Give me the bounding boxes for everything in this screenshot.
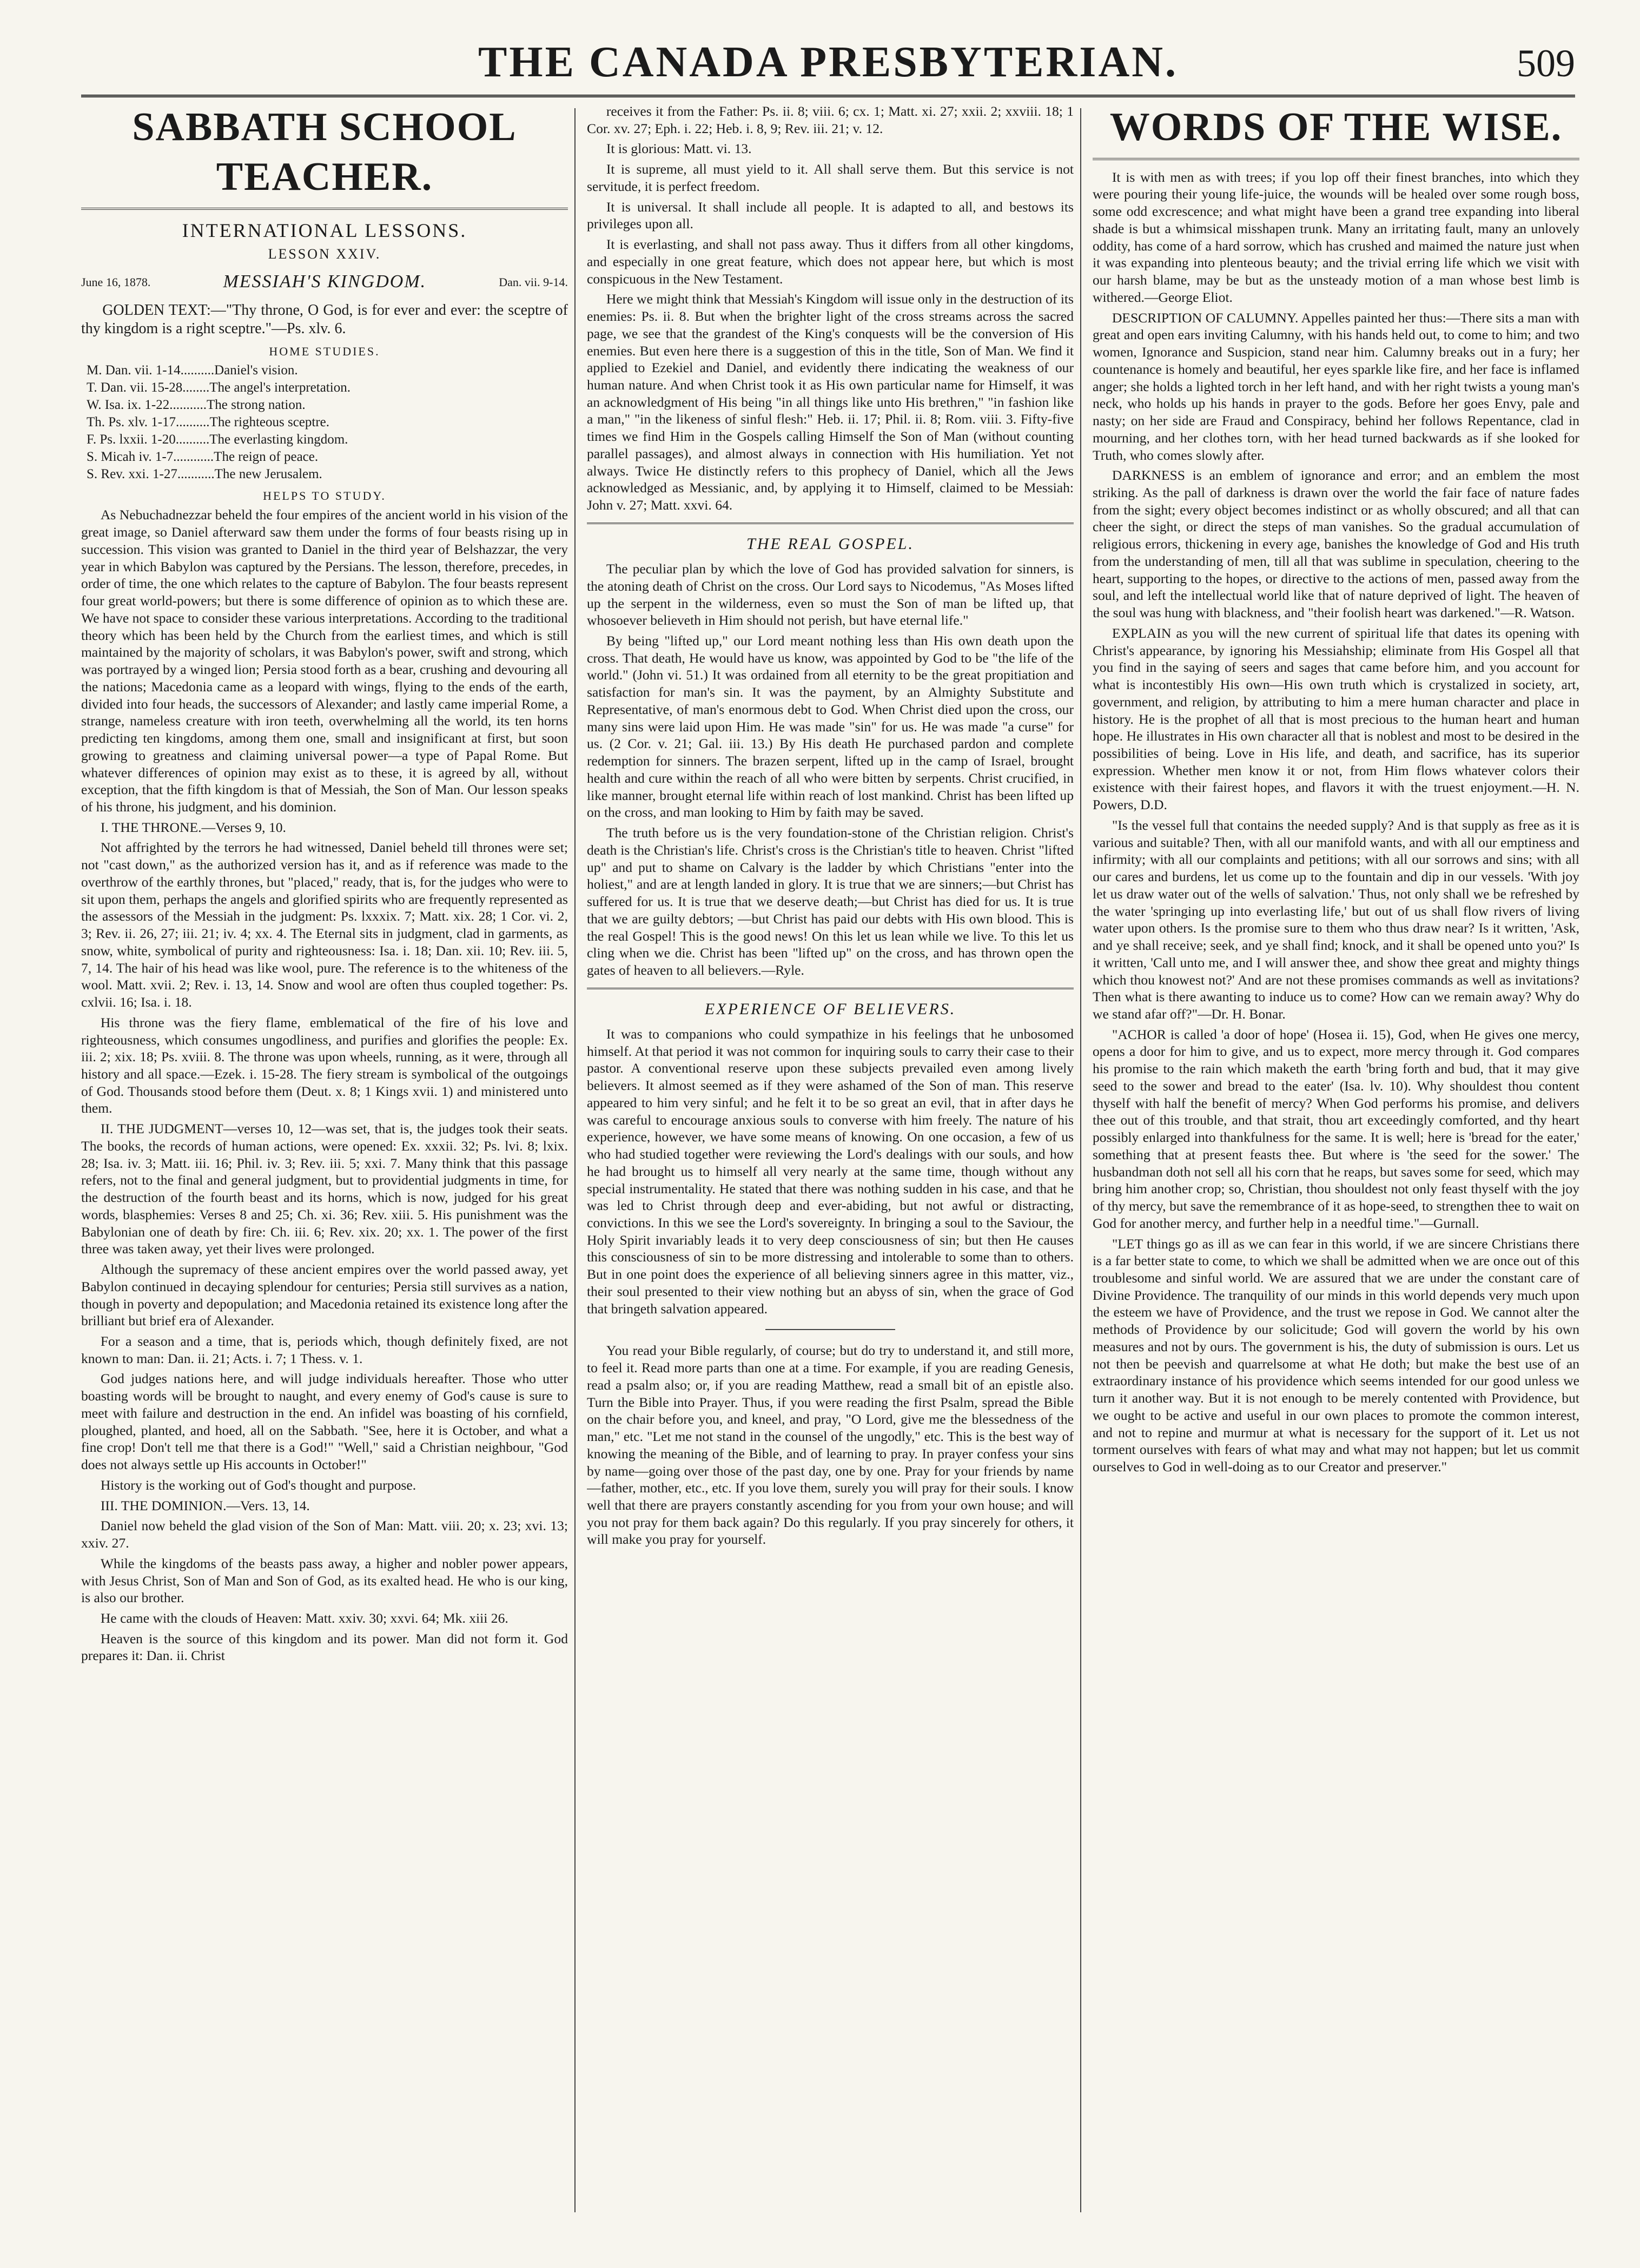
page-number: 509 bbox=[1517, 42, 1575, 85]
lesson-heading bbox=[81, 270, 568, 293]
home-studies-heading: HOME STUDIES. bbox=[269, 344, 380, 358]
golden-text: GOLDEN TEXT:—"Thy throne, O God, is for ever and ever: the sceptre of thy kingdom is a right sceptre."—Ps. xlv. 6. bbox=[81, 301, 568, 338]
paragraph: By being "lifted up," our Lord meant nothing less than His own death upon the cross. That death, He would have us know, was appointed by God to be "the life of the world." (John vi. 51.) It was ordained from all eternity to be the great propitiation and satisfaction for man's sin. It was the payment, by an Almighty Substitute and Representative, of man's enormous debt to God. When Christ died upon the cross, our many sins were laid upon Him. He was made "sin" for us. He was made "a curse" for us. (2 Cor. v. 21; Gal. iii. 13.) By His death He purchased pardon and complete redemption for sinners. The brazen serpent, lifted up in the camp of Israel, brought health and cure within the reach of all who were bitten by serpents. Christ crucified, in like manner, brought eternal life within reach of lost mankind. Christ has been lifted up on the cross, and man looking to Him by faith may be saved. bbox=[587, 633, 1074, 821]
section-banner: WORDS OF THE WISE. bbox=[1093, 103, 1579, 160]
reading-item: S. Rev. xxi. 1-27...........The new Jerusalem. bbox=[87, 467, 322, 482]
paragraph: It is universal. It shall include all people. It is adapted to all, and bestows its privileges upon all. bbox=[587, 199, 1074, 232]
paragraph: It is with men as with trees; if you lop off their finest branches, into which they were pouring their young life-juice, the wounds will be healed over some rough boss, some odd excrescence; and what might have been a grand tree expanding into liberal shade is but a whimsical misshapen trunk. Many an irritating fault, many an unlovely oddity, has come of a hard sorrow, which has crushed and maimed the nature just when it was expanding into plenteous beauty; and the trivial erring life which we visit with our harsh blame, may be but as the unsteady motion of a man whose best limb is withered.—George Eliot. bbox=[1093, 169, 1579, 305]
paragraph: The peculiar plan by which the love of God has provided salvation for sinners, is the atoning death of Christ on the cross. Our Lord says to Nicodemus, "As Moses lifted up the serpent in the wilderness, even so must the Son of man be lifted up, that whosoever believeth in Him should not perish, but have eternal life." bbox=[587, 561, 1074, 629]
quotes-body bbox=[1093, 169, 1579, 1476]
paragraph: EXPLAIN as you will the new current of spiritual life that dates its opening with Christ's appearance, by ignoring his Messiahship; eliminate from His Gospel all that you find in the saying of seers and sages that came before him, and you account for what is incontestibly His own—His own truth which is crystalized in society, art, government, and religion, by attributing to him a mere human character and place in history. He is the prophet of all that is most precious to the human heart and human hope. He illustrates in His own character all that is noblest and most to be desired in the possibilities of being. Love in His life, and death, and sacrifice, has its superior expression. Whether men know it or not, from Him flows whatever colors their existence with their fairest hopes, and flavors it with the truest enjoyment.—H. N. Powers, D.D. bbox=[1093, 625, 1579, 813]
page-header bbox=[81, 38, 1575, 87]
lesson-continued bbox=[587, 103, 1074, 514]
paragraph: It is supreme, all must yield to it. All shall serve them. But this service is not servitude, it is perfect freedom. bbox=[587, 161, 1074, 194]
column-divider bbox=[1080, 108, 1081, 2212]
paragraph: Not affrighted by the terrors he had witnessed, Daniel beheld till thrones were set; not "cast down," as the authorized version has it, and as if reference was made to the overthrow of the earthly thrones, but "placed," ready, that is, for the judges who were to sit upon them, perhaps the angels and glorified spirits who are frequently represented as the assessors of the Messiah in the judgment: Ps. lxxxix. 7; Matt. xix. 28; 1 Cor. vi. 2, 3; Rev. ii. 26, 27; iii. 21; iv. 4; xx. 4. The Eternal sits in judgment, clad in garments, as snow, white, symbolical of purity and righteousness: Isa. i. 18; Dan. xii. 10; Rev. iii. 5, 7, 14. The hair of his head was like wool, pure. The reference is to the whiteness of the wool. Matt. xvii. 2; Rev. i. 13, 14. Snow and wool are often thus coupled together: Ps. cxlvii. 16; Isa. i. 18. bbox=[81, 839, 568, 1010]
paragraph: It is glorious: Matt. vi. 13. bbox=[606, 141, 752, 157]
lesson-number: LESSON XXIV. bbox=[268, 246, 381, 262]
section-banner: SABBATH SCHOOL TEACHER. bbox=[81, 103, 568, 210]
paragraph: Although the supremacy of these ancient empires over the world passed away, yet Babylon continued in decaying splendour for centuries; Persia still survives as a nation, though in poverty and depopulation; and Macedonia retained its existence long after the brilliant but brief era of Alexander. bbox=[81, 1261, 568, 1329]
paragraph: Heaven is the source of this kingdom and its power. Man did not form it. God prepares it: Dan. ii. Christ bbox=[81, 1630, 568, 1664]
article-body bbox=[587, 1342, 1074, 1548]
paragraph: "Is the vessel full that contains the needed supply? And is that supply as free as it is various and suitable? Then, with all our manifold wants, and with all our emptiness and infirmity; with all our complaints and petitions; with all our sorrows and sins; with all our cares and burdens, let us come up to the fountain and dip in our vessels. 'With joy let us draw water out of the wells of salvation.' Thus, not only shall we be refreshed by the water 'springing up into everlasting life,' but out of us shall flow rivers of living water upon others. Is the promise sure to them who thus draw near? Is it written, 'Ask, and ye shall receive; seek, and ye shall find; knock, and it shall be opened unto you?' Is it written, 'Call unto me, and I will answer thee, and show thee great and mighty things which thou knowest not?' And are not these promises commands as well as invitations? Then what is there awanting to induce us to come? How can we remain away? Why do we stand afar off?"—Dr. H. Bonar. bbox=[1093, 817, 1579, 1022]
article-body bbox=[587, 1026, 1074, 1317]
paragraph: For a season and a time, that is, periods which, though definitely fixed, are not known to man: Dan. ii. 21; Acts. i. 7; 1 Thess. v. 1. bbox=[81, 1333, 568, 1366]
paragraph: Here we might think that Messiah's Kingdom will issue only in the destruction of its enemies: Ps. ii. 8. But when the brighter light of the cross streams across the sacred page, we see that the grandest of the King's conquests will be the conversion of His enemies. But even here there is a suggestion of this in the title, Son of Man. We find it applied to Ezekiel and Daniel, and evidently there indicating the weakness of our human nature. And when Christ took it as His own particular name for Himself, it was an acknowledgment of His being "in all things like unto His brethren," "in fashion like a man," "in the likeness of sinful flesh:" Heb. ii. 17; Phil. ii. 8; Rom. viii. 3. Fifty-five times we find Him in the Gospels calling Himself the Son of Man (without counting parallel passages), and almost always in connection with His humiliation. Yet not always. Twice He distinctly refers to this prophecy of Daniel, which all the Jews acknowledged as Messianic, and, by applying it to Himself, claimed to be Messiah: John v. 27; Matt. xxvi. 64. bbox=[587, 291, 1074, 513]
article-separator bbox=[765, 1329, 895, 1330]
paragraph: History is the working out of God's thought and purpose. bbox=[100, 1477, 416, 1493]
paragraph: You read your Bible regularly, of course; but do try to understand it, and still more, to feel it. Read more parts than one at a time. For example, if you are reading Genesis, read a psalm also; or, if you are reading Matthew, read a small bit of an epistle also. Turn the Bible into Prayer. Thus, if you were reading the first Psalm, spread the Bible on the chair before you, and kneel, and pray, "O Lord, give me the blessedness of the man," etc. "Let me not stand in the counsel of the ungodly," etc. This is the best way of knowing the meaning of the Bible, and of learning to pray. In prayer confess your sins by name—going over those of the past day, one by one. Pray for your friends by name—father, mother, etc., etc. If you love them, surely you will pray for their souls. I know well that there are prayers constantly ascending for you from your own house; and will you not pray for them back again? Do this regularly. If you pray sincerely for others, it will make you pray for yourself. bbox=[587, 1343, 1074, 1548]
paragraph: God judges nations here, and will judge individuals hereafter. Those who utter boasting words will be brought to naught, and every enemy of God's cause is sure to meet with failure and destruction in the end. An infidel was boasting of his cornfield, ploughed, planted, and hoed, all on the Sabbath. "See, here it is October, and what a fine crop! Don't tell me that there is a God!" "Well," said a Christian neighbour, "God does not always settle up His accounts in October!" bbox=[81, 1371, 568, 1473]
column-words-of-the-wise bbox=[1093, 103, 1579, 2212]
paragraph: The truth before us is the very foundation-stone of the Christian religion. Christ's death is the Christian's life. Christ's cross is the Christian's title to heaven. Christ "lifted up" and put to shame on Calvary is the ladder by which Christians "enter into the holiest," and are at length landed in glory. It is true that we are sinners;—but Christ has suffered for us. It is true that we deserve death;—but Christ has died for us. It is true that we are guilty debtors; —but Christ has paid our debts with His own blood. This is the real Gospel! This is the good news! On this let us lean while we live. To this let us cling when we die. Christ has been "lifted up" on the cross, and has thrown open the gates of heaven to all believers.—Ryle. bbox=[587, 825, 1074, 978]
paragraph: He came with the clouds of Heaven: Matt. xxiv. 30; xxvi. 64; Mk. xiii 26. bbox=[100, 1610, 508, 1626]
paragraph: It was to companions who could sympathize in his feelings that he unbosomed himself. At that period it was not common for inquiring souls to carry their case to their pastor. A conventional reserve upon these subjects prevailed even among lively believers. It almost seemed as if they were ashamed of the Son of man. This reserve appeared to him very sinful; and he felt it to be so great an evil, that in after days he was careful to encourage anxious souls to converse with him freely. The nature of his experience, however, we have some means of knowing. On one occasion, a few of us who had studied together were reviewing the Lord's dealings with our souls, and how he had brought us to himself all very nearly at the same time, though without any special instrumentality. He stated that there was nothing sudden in his case, and that he was led to Christ through deep and ever-abiding, but not awful or distracting, convictions. In this we see the Lord's sovereignty. In bringing a soul to the Saviour, the Holy Spirit invariably leads it to very deep consciousness of sin; but then He causes this consciousness of sin to be more distressing and intolerable to some than to others. But in one point does the experience of all believing sinners agree in this matter, viz., their soul presented to their view nothing but an abyss of sin, when the grace of God that bringeth salvation appeared. bbox=[587, 1026, 1074, 1317]
paragraph: As Nebuchadnezzar beheld the four empires of the ancient world in his vision of the great image, so Daniel afterward saw them under the forms of four beasts rising up in succession. This vision was granted to Daniel in the third year of Belshazzar, the very year in which Babylon was captured by the Persians. The lesson, therefore, precedes, in order of time, the one which relates to the capture of Babylon. The four beasts represent four great world-powers; but there is some difference of opinion as to which these are. We have not space to consider these various interpretations. According to the traditional theory which has been held by the Church from the earliest times, and which is still maintained by the majority of scholars, it was Babylon's power, swift and strong, which was portrayed by a winged lion; Persia stood forth as a bear, crushing and devouring all the nations; Macedonia came as a leopard with wings, flying to the ends of the earth, divided into four heads, the successors of Alexander; and lastly came imperial Rome, a strange, nameless creature with iron teeth, overwhelming all the world, its ten horns predicting ten kingdoms, among them one, small and insignificant at first, but soon growing to greatness and claiming universal power—a type of Papal Rome. But whatever differences of opinion may exist as to these, it is agreed by all, without exception, that the fifth kingdom is that of Messiah, the Son of Man. Our lesson speaks of his throne, his judgment, and his dominion. bbox=[81, 507, 568, 815]
paragraph: receives it from the Father: Ps. ii. 8; viii. 6; cx. 1; Matt. xi. 27; xxii. 2; xxviii. 18; 1 Cor. xv. 27; Eph. i. 22; Heb. i. 8, 9; Rev. iii. 21; v. 12. bbox=[587, 103, 1074, 136]
header-rule bbox=[81, 95, 1575, 97]
paragraph: "ACHOR is called 'a door of hope' (Hosea ii. 15), God, when He gives one mercy, opens a door for him to give, and us to expect, more mercy through it. God compares his promise to the rain which maketh the earth 'bring forth and bud, that it may give seed to the sower and bread to the eater' (Isa. lv. 10). Why shouldest thou content thyself with half the benefit of mercy? When God performs his promise, and delivers thee out of this trouble, and that strait, thou art exceedingly comforted, and thy heart possibly enlarged into thankfulness for the same. It is well; here is 'bread for the eater,' something that at present feasts thee. But where is 'the seed for the sower.' The husbandman doth not sell all his corn that he reaps, but saves some for seed, which may bring him another crop; so, Christian, thou shouldest not only feast thyself with the joy of thy mercy, but save the remembrance of it as hope-seed, to strengthen thee to wait on God for another mercy, and further help in a needful time."—Gurnall. bbox=[1093, 1026, 1579, 1231]
lesson-date: June 16, 1878. bbox=[81, 275, 151, 289]
reading-item: S. Micah iv. 1-7............The reign of peace. bbox=[87, 449, 319, 465]
reading-item: W. Isa. ix. 1-22...........The strong nation. bbox=[87, 398, 306, 413]
column-articles bbox=[587, 103, 1074, 2212]
article-body bbox=[587, 560, 1074, 979]
article-separator bbox=[587, 988, 1074, 989]
reading-item: T. Dan. vii. 15-28........The angel's interpretation. bbox=[87, 380, 351, 395]
column-sabbath-school bbox=[81, 103, 568, 2212]
lesson-topic: MESSIAH'S KINGDOM. bbox=[223, 272, 427, 292]
paragraph: While the kingdoms of the beasts pass away, a higher and nobler power appears, with Jesus Christ, Son of Man and Son of God, as its exalted head. He who is our king, is also our brother. bbox=[81, 1555, 568, 1606]
paragraph: I. THE THRONE.—Verses 9, 10. bbox=[100, 819, 286, 835]
paragraph: DESCRIPTION OF CALUMNY. Appelles painted her thus:—There sits a man with great and open ears inviting Calumny, with his hands held out, to come to him; and two women, Ignorance and Suspicion, stand near him. Calumny breaks out in a fury; her countenance is homely and beautiful, her eyes sparkle like fire, and her face is inflamed anger; she holds a lighted torch in her left hand, and with her right twists a young man's neck, who holds up his hands in prayer to the gods. Before her goes Envy, pale and nasty; on her side are Fraud and Conspiracy, behind her follows Repentance, clad in mourning, and her clothes torn, with her head turned backwards as if she looked for Truth, who comes slowly after. bbox=[1093, 309, 1579, 463]
reading-item: F. Ps. lxxii. 1-20..........The everlasting kingdom. bbox=[87, 432, 348, 447]
section-title: INTERNATIONAL LESSONS. bbox=[182, 219, 467, 241]
column-divider bbox=[574, 108, 576, 2212]
paragraph: It is everlasting, and shall not pass away. Thus it differs from all other kingdoms, and especially in one great feature, which does not appear here, but which is most conspicuous in the New Testament. bbox=[587, 236, 1074, 287]
lesson-reference: Dan. vii. 9-14. bbox=[499, 275, 568, 289]
article-title: EXPERIENCE OF BELIEVERS. bbox=[704, 1000, 956, 1018]
paragraph: II. THE JUDGMENT—verses 10, 12—was set, that is, the judges took their seats. The books, the records of human actions, were opened: Ex. xxxii. 32; Ps. lvi. 8; lxix. 28; Isa. iv. 3; Matt. iii. 16; Phil. iv. 3; Rev. iii. 5; xxi. 7. Many think that this passage refers, not to the final and general judgment, but to providential judgments in time, for the destruction of the fourth beast and its horns, which is now, judged for his great words, blasphemies: Verses 8 and 25; Ch. xi. 36; Rev. xiii. 5. His punishment was the Babylonian one of death by fire: Ch. iii. 6; Rev. xix. 20; xx. 1. The power of the first three was taken away, yet their lives were prolonged. bbox=[81, 1121, 568, 1257]
paragraph: Daniel now beheld the glad vision of the Son of Man: Matt. viii. 20; x. 23; xvi. 13; xxiv. 27. bbox=[81, 1518, 568, 1551]
reading-item: Th. Ps. xlv. 1-17..........The righteous sceptre. bbox=[87, 415, 329, 430]
home-studies-list bbox=[87, 362, 568, 483]
masthead-title: THE CANADA PRESBYTERIAN. bbox=[478, 38, 1178, 86]
article-title: THE REAL GOSPEL. bbox=[746, 534, 914, 553]
paragraph: "LET things go as ill as we can fear in this world, if we are sincere Christians there is a far better state to come, to which we shall be admitted when we are once out of this troublesome and sinful world. We are assured that we are under the constant care of Divine Providence. The tranquility of our minds in this world depends very much upon the esteem we have of Providence, and the trust we repose in God. We cannot alter the methods of Providence by our solicitude; God will govern the world by his own measures and not by ours. The government is his, the duty of submission is ours. Let us not then be peevish and quarrelsome at what He doth; but make the best use of an extraordinary instance of his providence which seems intended for our good unless we turn it another way. But it is not enough to be merely contented with Providence, but we ought to be active and useful in our own places to promote the common interest, and not to repine and murmur at what is necessary for the support of it. Let us not torment ourselves with fears of what may and what may not happen; but let us commit ourselves to God in well-doing as to our Creator and preserver." bbox=[1093, 1235, 1579, 1475]
helps-body bbox=[81, 506, 568, 1664]
paragraph: DARKNESS is an emblem of ignorance and error; and an emblem the most striking. As the pall of darkness is drawn over the world the fair face of nature fades from the sight; every object becomes indistinct or as wholly obscured; and all that can cheer the sight, or direct the steps of man vanishes. So the gradual accumulation of religious errors, thickening in every age, banishes the knowledge of God and His truth from the understanding of men, till all that was sublime in speculation, cheering to the heart, supporting to the hopes, or directive to the actions of men, passed away from the soul, and left the intellectual world like that of nature deprived of light. The heaven of the soul was hung with blackness, and "their foolish heart was darkened."—R. Watson. bbox=[1093, 467, 1579, 621]
paragraph: His throne was the fiery flame, emblematical of the fire of his love and righteousness, which consumes ungodliness, and purifies and glorifies the people: Ex. iii. 2; xix. 18; Ps. xviii. 8. The throne was upon wheels, running, as it were, through all history and all space.—Ezek. i. 15-28. The fiery stream is symbolical of the outgoings of God. Thousands stood before them (Deut. x. 8; 1 Kings xvii. 1) and ministered unto them. bbox=[81, 1014, 568, 1116]
paragraph: III. THE DOMINION.—Vers. 13, 14. bbox=[100, 1497, 310, 1513]
helps-heading: HELPS TO STUDY. bbox=[263, 489, 386, 503]
reading-item: M. Dan. vii. 1-14..........Daniel's vision. bbox=[87, 363, 298, 378]
article-separator bbox=[587, 523, 1074, 524]
